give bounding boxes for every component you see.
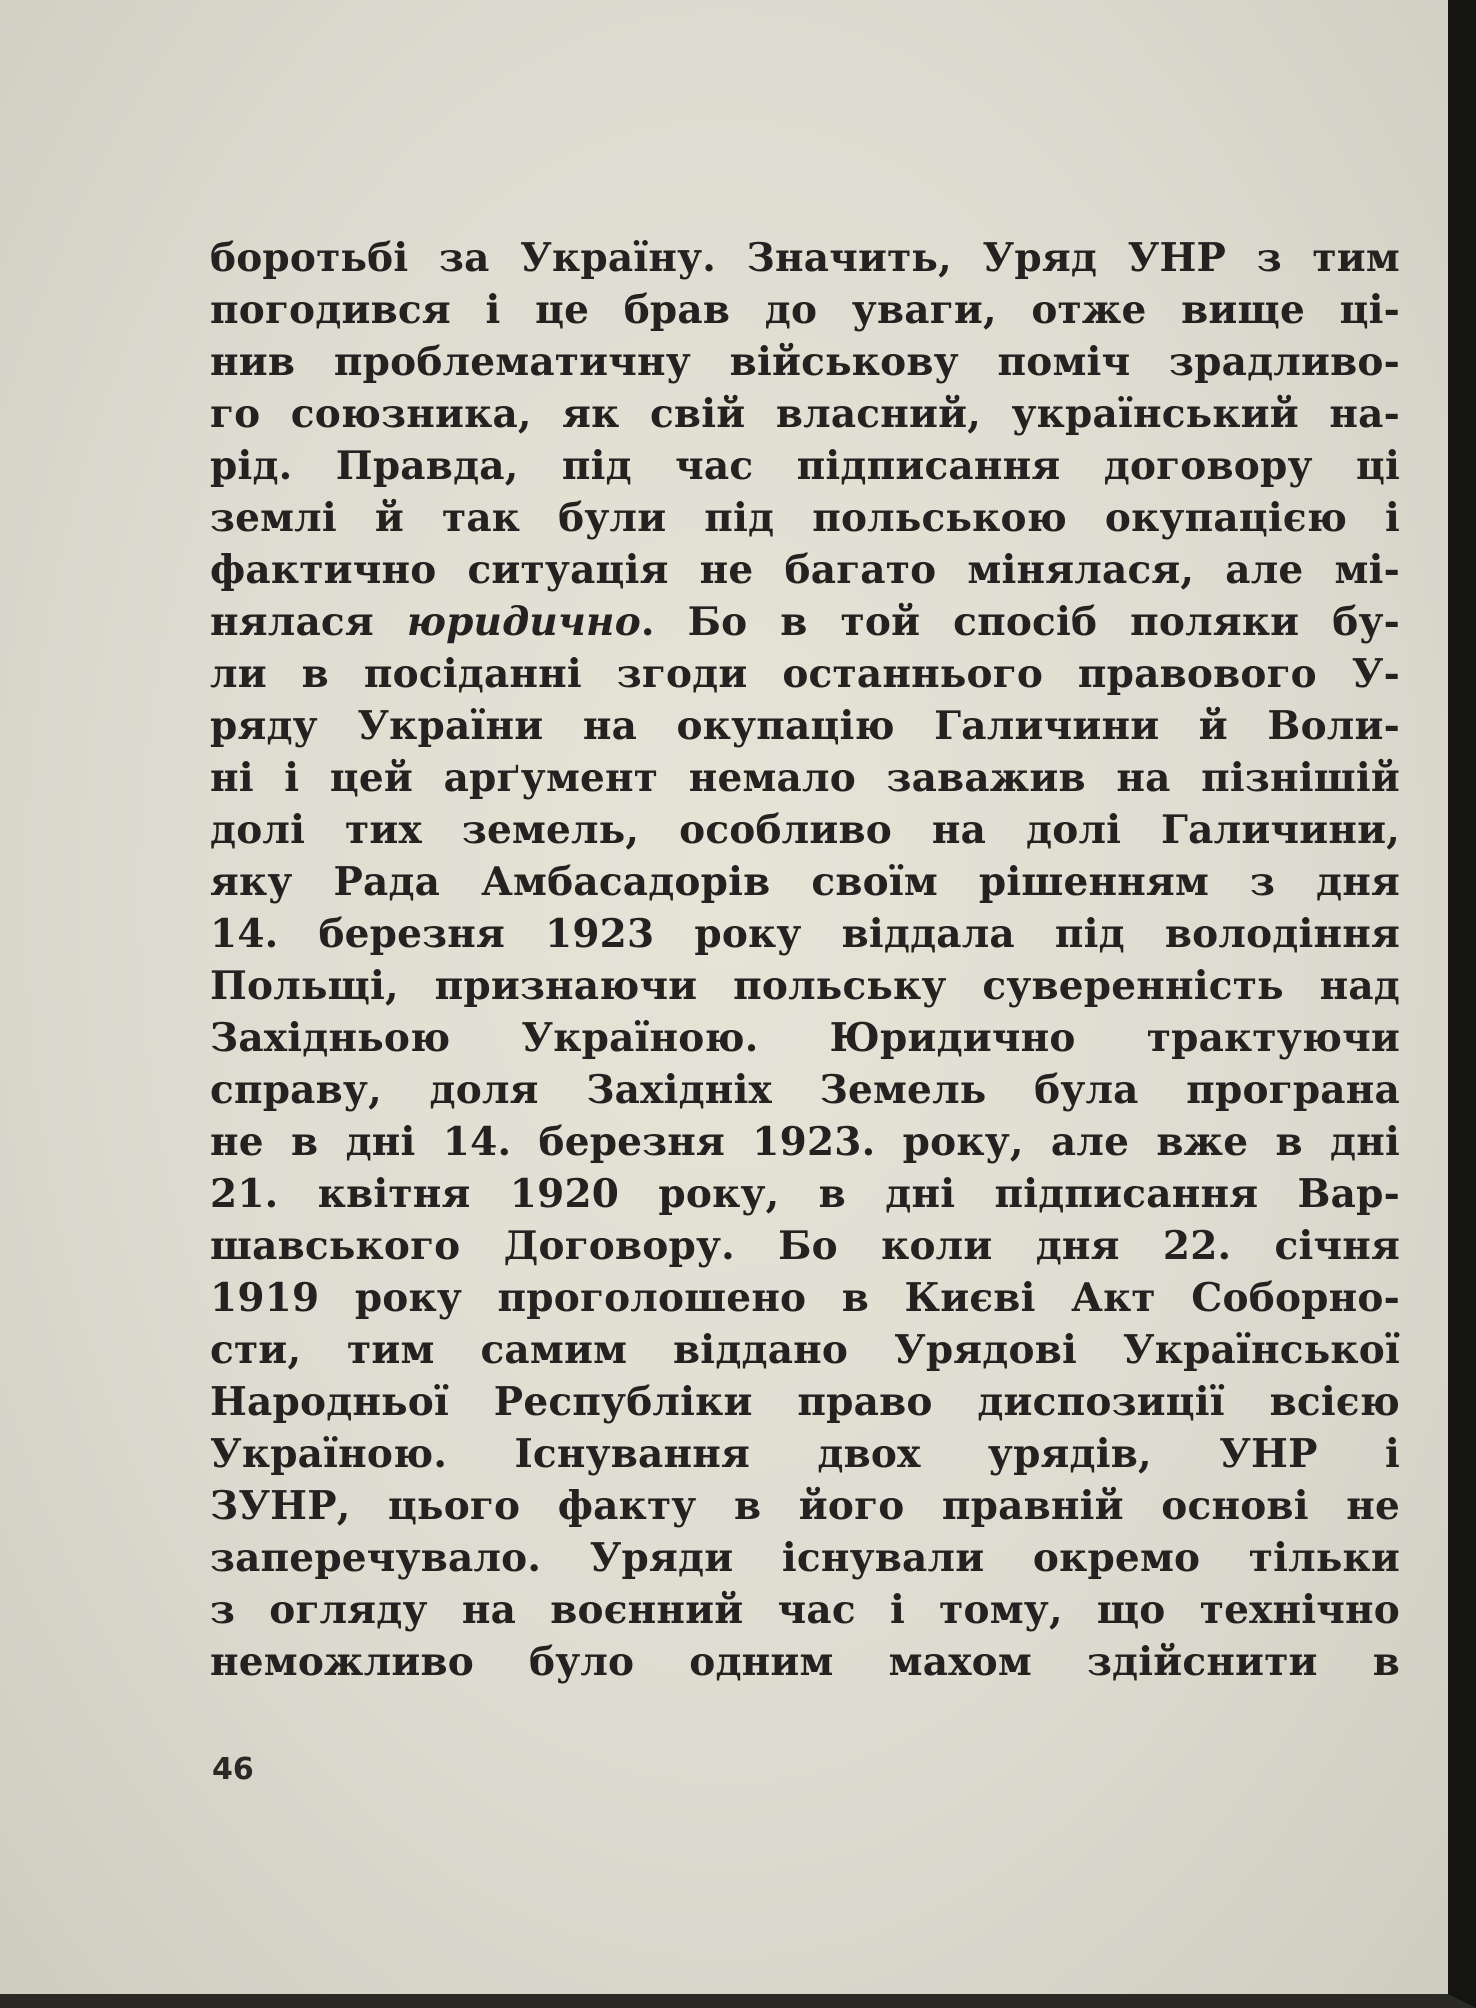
text-line: заперечувало. Уряди існували окремо тільки	[210, 1535, 1400, 1581]
text-line: ли в посіданні згоди останнього правового У-	[210, 651, 1400, 697]
text-line: неможливо було одним махом здійснити в	[210, 1639, 1400, 1685]
text-line: з огляду на воєнний час і тому, що технічно	[210, 1587, 1400, 1633]
text-line: 14. березня 1923 року віддала під володіння	[210, 911, 1400, 957]
text-line: ЗУНР, цього факту в його правній основі не	[210, 1483, 1400, 1529]
text-line: яку Рада Амбасадорів своїм рішенням з дня	[210, 859, 1400, 905]
text-line: 1919 року проголошено в Києві Акт Соборно-	[210, 1275, 1400, 1321]
text-line: фактично ситуація не багато мінялася, але мі-	[210, 547, 1400, 593]
page-number: 46	[212, 1752, 254, 1787]
text-line: сти, тим самим віддано Урядові Української	[210, 1327, 1400, 1373]
text-line: го союзника, як свій власний, український на-	[210, 391, 1400, 437]
italic-word: юридично	[406, 599, 641, 645]
text-line: нив проблематичну військову поміч зрадливо-	[210, 339, 1400, 385]
text-line: погодився і це брав до уваги, отже вище ці-	[210, 287, 1400, 333]
text-line: Україною. Існування двох урядів, УНР і	[210, 1431, 1400, 1477]
text-line: боротьбі за Україну. Значить, Уряд УНР з тим	[210, 235, 1400, 281]
text-line: Польщі, признаючи польську суверенність над	[210, 963, 1400, 1009]
text-line: Народньої Республіки право диспозиції всією	[210, 1379, 1400, 1425]
body-text	[210, 232, 1400, 1688]
text-line: не в дні 14. березня 1923. року, але вже в дні	[210, 1119, 1400, 1165]
text-segment: нялася	[210, 599, 407, 645]
text-line: шавського Договору. Бо коли дня 22. січня	[210, 1223, 1400, 1269]
text-line: справу, доля Західніх Земель була програна	[210, 1067, 1400, 1113]
text-line: ряду України на окупацію Галичини й Воли-	[210, 703, 1400, 749]
text-line: долі тих земель, особливо на долі Галичини,	[210, 807, 1400, 853]
text-line: ні і цей арґумент немало заважив на пізнішій	[210, 755, 1400, 801]
text-line: 21. квітня 1920 року, в дні підписання Вар-	[210, 1171, 1400, 1217]
text-line-with-italic	[210, 596, 1400, 648]
text-line: Західньою Україною. Юридично трактуючи	[210, 1015, 1400, 1061]
text-segment: . Бо в той спосіб поляки бу-	[640, 599, 1401, 645]
text-line: рід. Правда, під час підписання договору ці	[210, 443, 1400, 489]
text-line: землі й так були під польською окупацією і	[210, 495, 1400, 541]
